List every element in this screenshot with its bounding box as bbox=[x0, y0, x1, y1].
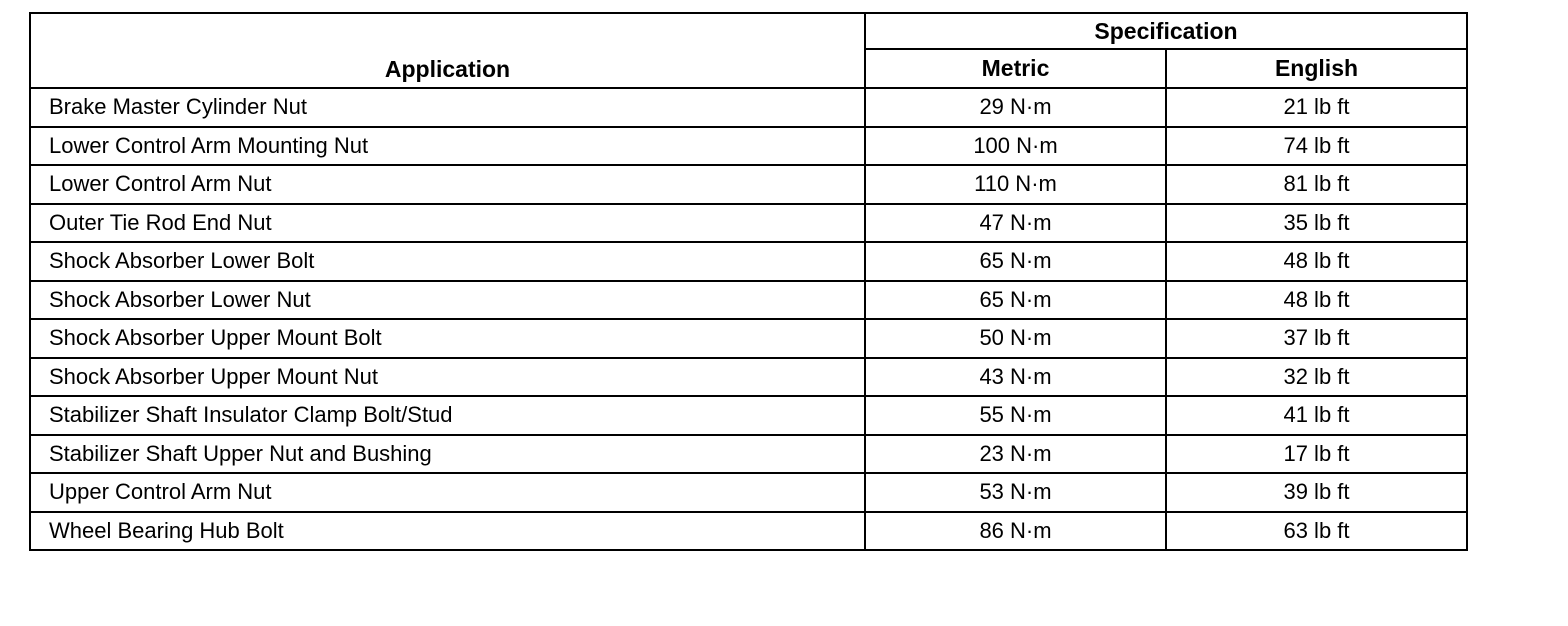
table-row bbox=[30, 358, 1467, 397]
table-row bbox=[30, 204, 1467, 243]
application-cell: Upper Control Arm Nut bbox=[30, 473, 865, 512]
metric-value-cell: 65 N·m bbox=[865, 242, 1166, 281]
table-row bbox=[30, 473, 1467, 512]
application-cell: Stabilizer Shaft Upper Nut and Bushing bbox=[30, 435, 865, 474]
application-cell: Stabilizer Shaft Insulator Clamp Bolt/Stud bbox=[30, 396, 865, 435]
specification-column-header: Specification bbox=[865, 13, 1467, 49]
metric-value-cell: 23 N·m bbox=[865, 435, 1166, 474]
metric-value-cell: 50 N·m bbox=[865, 319, 1166, 358]
metric-value-cell: 29 N·m bbox=[865, 88, 1166, 127]
english-value-cell: 63 lb ft bbox=[1166, 512, 1467, 551]
english-value-cell: 35 lb ft bbox=[1166, 204, 1467, 243]
table-header bbox=[30, 13, 1467, 88]
metric-value-cell: 47 N·m bbox=[865, 204, 1166, 243]
english-value-cell: 39 lb ft bbox=[1166, 473, 1467, 512]
table-row bbox=[30, 281, 1467, 320]
application-cell: Shock Absorber Upper Mount Bolt bbox=[30, 319, 865, 358]
table-row bbox=[30, 396, 1467, 435]
english-value-cell: 21 lb ft bbox=[1166, 88, 1467, 127]
english-value-cell: 48 lb ft bbox=[1166, 281, 1467, 320]
metric-value-cell: 55 N·m bbox=[865, 396, 1166, 435]
table-row bbox=[30, 319, 1467, 358]
english-value-cell: 48 lb ft bbox=[1166, 242, 1467, 281]
metric-value-cell: 53 N·m bbox=[865, 473, 1166, 512]
table-row bbox=[30, 512, 1467, 551]
metric-value-cell: 110 N·m bbox=[865, 165, 1166, 204]
table-row bbox=[30, 165, 1467, 204]
application-cell: Lower Control Arm Nut bbox=[30, 165, 865, 204]
application-cell: Shock Absorber Lower Bolt bbox=[30, 242, 865, 281]
english-value-cell: 41 lb ft bbox=[1166, 396, 1467, 435]
table-row bbox=[30, 127, 1467, 166]
table-row bbox=[30, 242, 1467, 281]
english-value-cell: 74 lb ft bbox=[1166, 127, 1467, 166]
application-cell: Outer Tie Rod End Nut bbox=[30, 204, 865, 243]
application-cell: Shock Absorber Upper Mount Nut bbox=[30, 358, 865, 397]
english-value-cell: 32 lb ft bbox=[1166, 358, 1467, 397]
header-row-top bbox=[30, 13, 1467, 49]
metric-value-cell: 86 N·m bbox=[865, 512, 1166, 551]
application-cell: Lower Control Arm Mounting Nut bbox=[30, 127, 865, 166]
english-value-cell: 37 lb ft bbox=[1166, 319, 1467, 358]
english-value-cell: 81 lb ft bbox=[1166, 165, 1467, 204]
metric-value-cell: 65 N·m bbox=[865, 281, 1166, 320]
metric-column-header: Metric bbox=[865, 49, 1166, 88]
fastener-tightening-specifications-table bbox=[29, 12, 1468, 551]
application-cell: Brake Master Cylinder Nut bbox=[30, 88, 865, 127]
application-cell: Wheel Bearing Hub Bolt bbox=[30, 512, 865, 551]
english-value-cell: 17 lb ft bbox=[1166, 435, 1467, 474]
metric-value-cell: 100 N·m bbox=[865, 127, 1166, 166]
application-cell: Shock Absorber Lower Nut bbox=[30, 281, 865, 320]
table-row bbox=[30, 88, 1467, 127]
metric-value-cell: 43 N·m bbox=[865, 358, 1166, 397]
table-body bbox=[30, 88, 1467, 550]
english-column-header: English bbox=[1166, 49, 1467, 88]
application-column-header: Application bbox=[30, 13, 865, 88]
table-row bbox=[30, 435, 1467, 474]
